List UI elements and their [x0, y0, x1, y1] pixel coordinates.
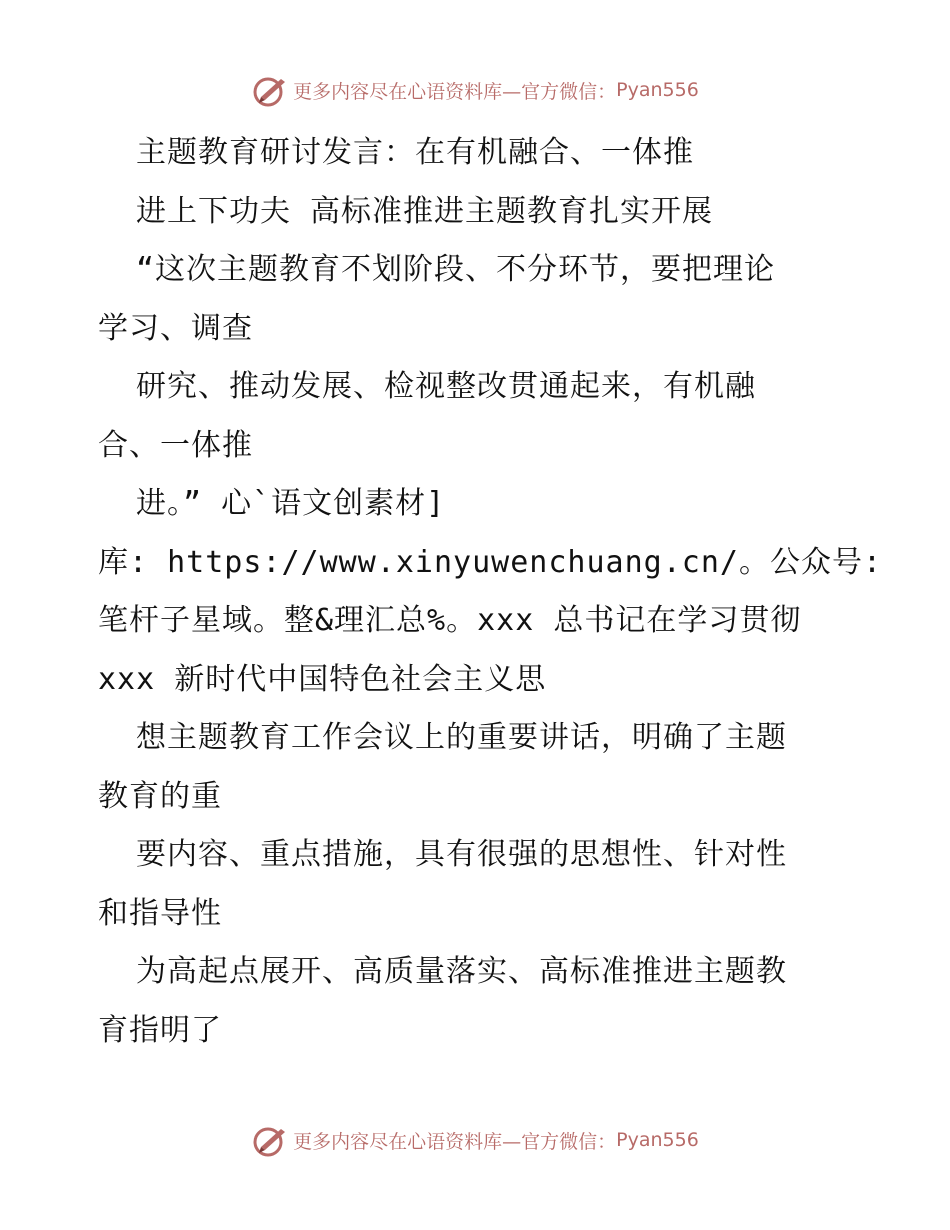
- body-line: 学习、调查: [98, 310, 253, 346]
- body-line: 笔杆子星域。整&理汇总%。xxx 总书记在学习贯彻: [98, 603, 802, 638]
- body-line: xxx 新时代中国特色社会主义思: [98, 661, 547, 697]
- body-line: 进。” 心`语文创素材]: [136, 486, 446, 521]
- body-line: 研究、推动发展、检视整改贯通起来，有机融: [136, 369, 756, 404]
- body-line: 合、一体推: [98, 427, 253, 463]
- body-line: 和指导性: [98, 895, 222, 931]
- footer-wechat-id: Pyan556: [616, 1129, 699, 1151]
- pen-logo-icon: [251, 73, 289, 107]
- body-line: 要内容、重点措施，具有很强的思想性、针对性: [136, 837, 787, 872]
- title-line-2: 进上下功夫 高标准推进主题教育扎实开展: [136, 193, 714, 229]
- body-line: “这次主题教育不划阶段、不分环节，要把理论: [136, 252, 776, 287]
- pen-logo-icon: [251, 1123, 289, 1157]
- body-line: 为高起点展开、高质量落实、高标准推进主题教: [136, 954, 787, 989]
- body-line: 育指明了: [98, 1012, 222, 1048]
- body-line: 想主题教育工作会议上的重要讲话，明确了主题: [136, 720, 787, 755]
- title-line-1: 主题教育研讨发言：在有机融合、一体推: [136, 135, 694, 170]
- footer-banner: [0, 1120, 950, 1160]
- header-banner-text: 更多内容尽在心语资料库—官方微信：: [293, 80, 617, 103]
- header-wechat-id: Pyan556: [616, 79, 699, 101]
- footer-banner-text: 更多内容尽在心语资料库—官方微信：: [293, 1130, 617, 1153]
- body-line: 库: https://www.xinyuwenchuang.cn/。公众号:: [98, 544, 883, 580]
- body-line: 教育的重: [98, 778, 222, 814]
- header-banner: [0, 70, 950, 110]
- document-body: [98, 124, 883, 1060]
